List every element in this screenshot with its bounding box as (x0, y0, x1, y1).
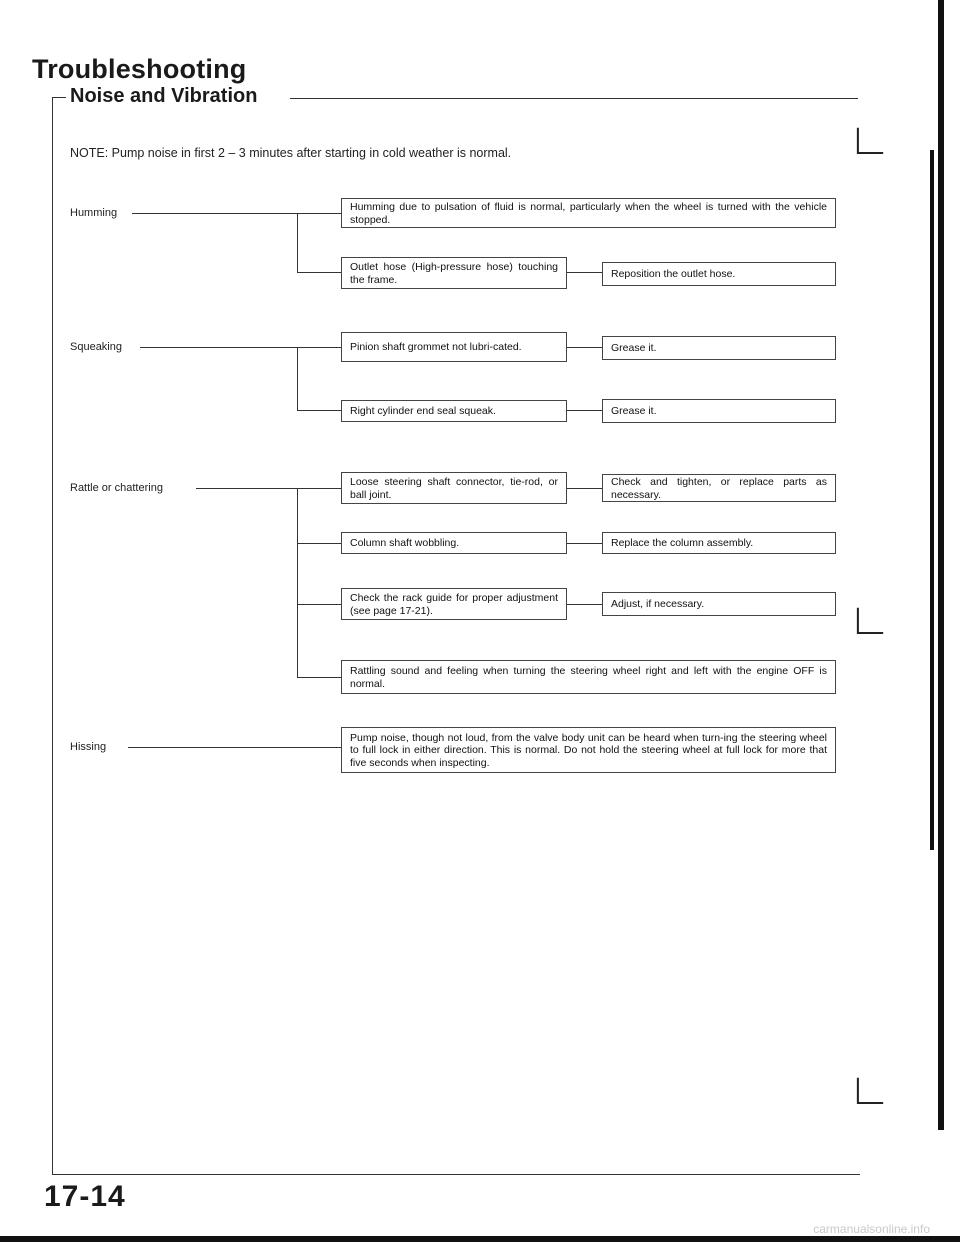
connector-line (196, 488, 341, 489)
corner-mark: ∟ (848, 1065, 892, 1114)
box-pinion-grommet (341, 332, 567, 362)
connector-line (297, 272, 341, 273)
box-text: Rattling sound and feeling when turning the steering wheel right and left with the engine OFF is normal. (350, 665, 827, 690)
branch-line (297, 347, 298, 411)
box-column-wobble-fix (602, 532, 836, 554)
box-text: Adjust, if necessary. (611, 598, 705, 611)
symptom-hissing: Hissing (70, 741, 107, 753)
page-edge-rule (938, 0, 944, 1130)
corner-mark: ∟ (848, 595, 892, 644)
box-text: Outlet hose (High-pressure hose) touching the frame. (350, 261, 558, 286)
box-loose-connector-fix (602, 474, 836, 502)
connector-line (128, 747, 341, 748)
note-text: NOTE: Pump noise in first 2 – 3 minutes after starting in cold weather is normal. (70, 146, 512, 160)
subtitle-rule (290, 98, 858, 99)
connector-line (297, 543, 341, 544)
corner-mark: ∟ (848, 115, 892, 164)
branch-line (297, 488, 298, 678)
watermark: carmanualsonline.info (813, 1222, 930, 1236)
connector-line (567, 410, 602, 411)
connector-line (567, 488, 602, 489)
box-column-wobble (341, 532, 567, 554)
connector-line (567, 272, 602, 273)
box-text: Loose steering shaft connector, tie-rod, or ball joint. (350, 476, 558, 501)
box-text: Right cylinder end seal squeak. (350, 405, 496, 418)
box-text: Pinion shaft grommet not lubri-cated. (350, 341, 522, 354)
subtitle-lead-rule (52, 97, 66, 98)
box-rack-guide-fix (602, 592, 836, 616)
box-text: Reposition the outlet hose. (611, 268, 736, 281)
connector-line (297, 410, 341, 411)
box-rack-guide (341, 588, 567, 620)
box-text: Replace the column assembly. (611, 537, 754, 550)
symptom-squeaking: Squeaking (70, 341, 122, 353)
connector-line (297, 677, 341, 678)
footer-rule (52, 1174, 860, 1175)
left-margin-rule (52, 97, 53, 1175)
box-pinion-grommet-fix (602, 336, 836, 360)
box-text: Grease it. (611, 342, 657, 355)
box-loose-connector (341, 472, 567, 504)
connector-line (567, 604, 602, 605)
box-text: Humming due to pulsation of fluid is normal, particularly when the wheel is turned with the vehicle stopped. (350, 201, 827, 226)
box-text: Grease it. (611, 405, 657, 418)
connector-line (132, 213, 341, 214)
branch-line (297, 213, 298, 273)
box-text: Check and tighten, or replace parts as necessary. (611, 476, 827, 501)
section-subtitle: Noise and Vibration (70, 85, 258, 107)
box-humming-normal (341, 198, 836, 228)
box-outlet-hose (341, 257, 567, 289)
connector-line (567, 543, 602, 544)
page-edge-shadow (930, 150, 934, 850)
symptom-rattle: Rattle or chattering (70, 482, 163, 494)
page-number: 17-14 (44, 1180, 126, 1213)
box-cylinder-seal (341, 400, 567, 422)
box-text: Check the rack guide for proper adjustment (see page 17-21). (350, 592, 558, 617)
box-cylinder-seal-fix (602, 399, 836, 423)
box-pump-noise (341, 727, 836, 773)
box-text: Pump noise, though not loud, from the valve body unit can be heard when turn-ing the steering wheel to full lock in either direction. This is normal. Do not hold the steering wheel at full lock for more that five seconds when inspecting. (350, 731, 827, 769)
bottom-edge-rule (0, 1236, 960, 1242)
box-text: Column shaft wobbling. (350, 537, 460, 550)
box-rattling-normal (341, 660, 836, 694)
connector-line (567, 347, 602, 348)
connector-line (297, 604, 341, 605)
symptom-humming: Humming (70, 207, 118, 219)
box-outlet-hose-fix (602, 262, 836, 286)
page-title: Troubleshooting (32, 54, 247, 84)
connector-line (140, 347, 341, 348)
